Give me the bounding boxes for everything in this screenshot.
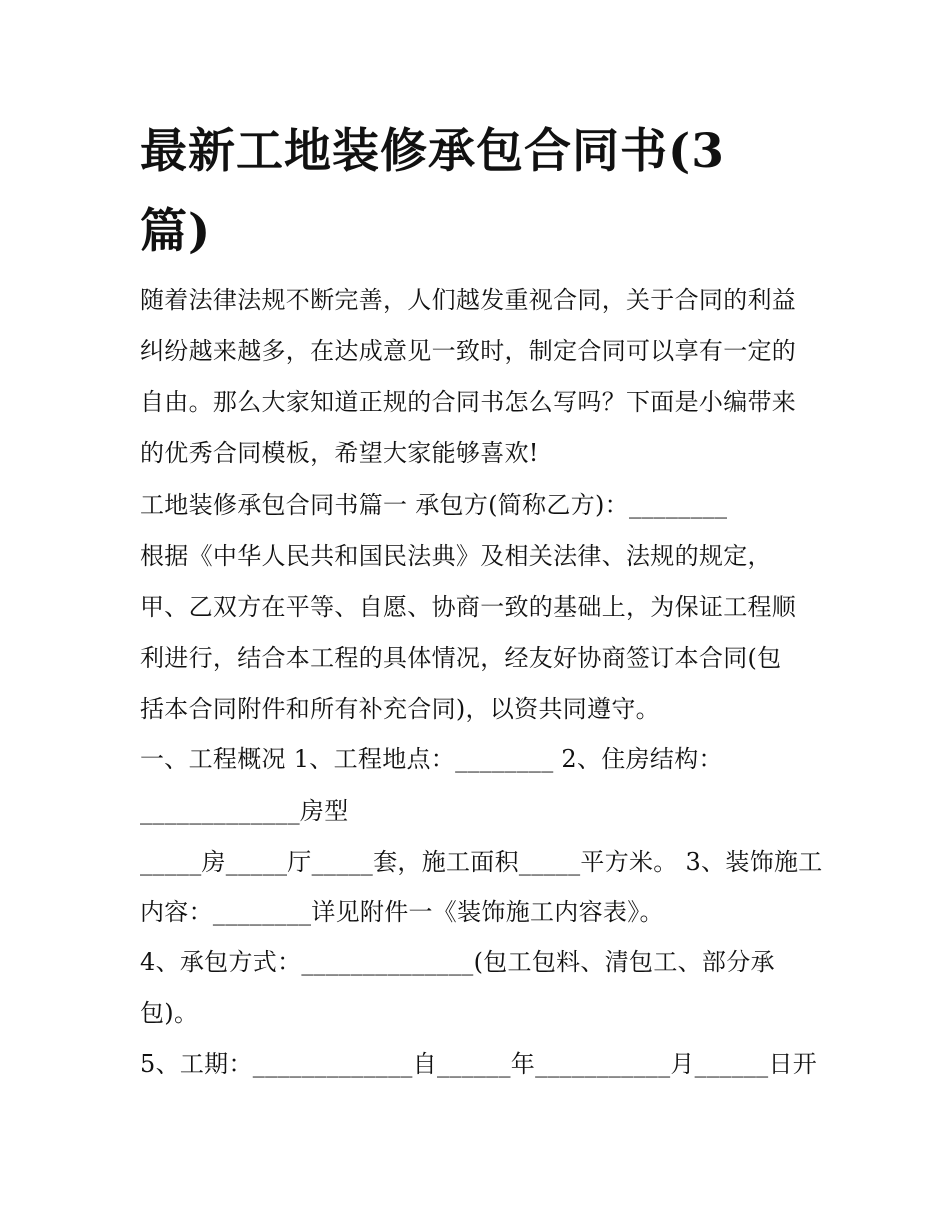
clause-1-line-1: 一、工程概况 1、工程地点：________ 2、住房结构： (140, 745, 723, 773)
clause-4-line-2: 包)。 (140, 999, 199, 1027)
clause-1-line-3: _____房_____厅_____套，施工面积_____平方米。 3、装饰施工 (140, 848, 823, 876)
preamble-line-4: 括本合同附件和所有补充合同)，以资共同遵守。 (140, 695, 660, 723)
contract-heading-line: 工地装修承包合同书篇一 承包方(简称乙方)：________ (140, 491, 728, 519)
intro-line-1: 随着法律法规不断完善，人们越发重视合同，关于合同的利益 (140, 286, 797, 314)
intro-line-3: 自由。那么大家知道正规的合同书怎么写吗？下面是小编带来 (140, 388, 797, 416)
title-line-1: 最新工地装修承包合同书(3 (140, 124, 725, 179)
clause-1-line-2: _____________房型 (140, 797, 349, 825)
intro-line-2: 纠纷越来越多，在达成意见一致时，制定合同可以享有一定的 (140, 337, 797, 365)
intro-line-4: 的优秀合同模板，希望大家能够喜欢! (140, 439, 539, 467)
preamble-line-2: 甲、乙双方在平等、自愿、协商一致的基础上，为保证工程顺 (140, 593, 797, 621)
clause-3-line: 内容：________详见附件一《装饰施工内容表》。 (140, 898, 664, 926)
document-title (140, 112, 820, 272)
clause-5-line: 5、工期：_____________自______年___________月______日开 (140, 1050, 818, 1078)
preamble-line-1: 根据《中华人民共和国民法典》及相关法律、法规的规定， (140, 542, 772, 570)
title-line-2: 篇) (140, 204, 212, 259)
clause-4-line-1: 4、承包方式：______________(包工包料、清包工、部分承 (140, 948, 775, 976)
preamble-line-3: 利进行，结合本工程的具体情况，经友好协商签订本合同(包 (140, 644, 782, 672)
